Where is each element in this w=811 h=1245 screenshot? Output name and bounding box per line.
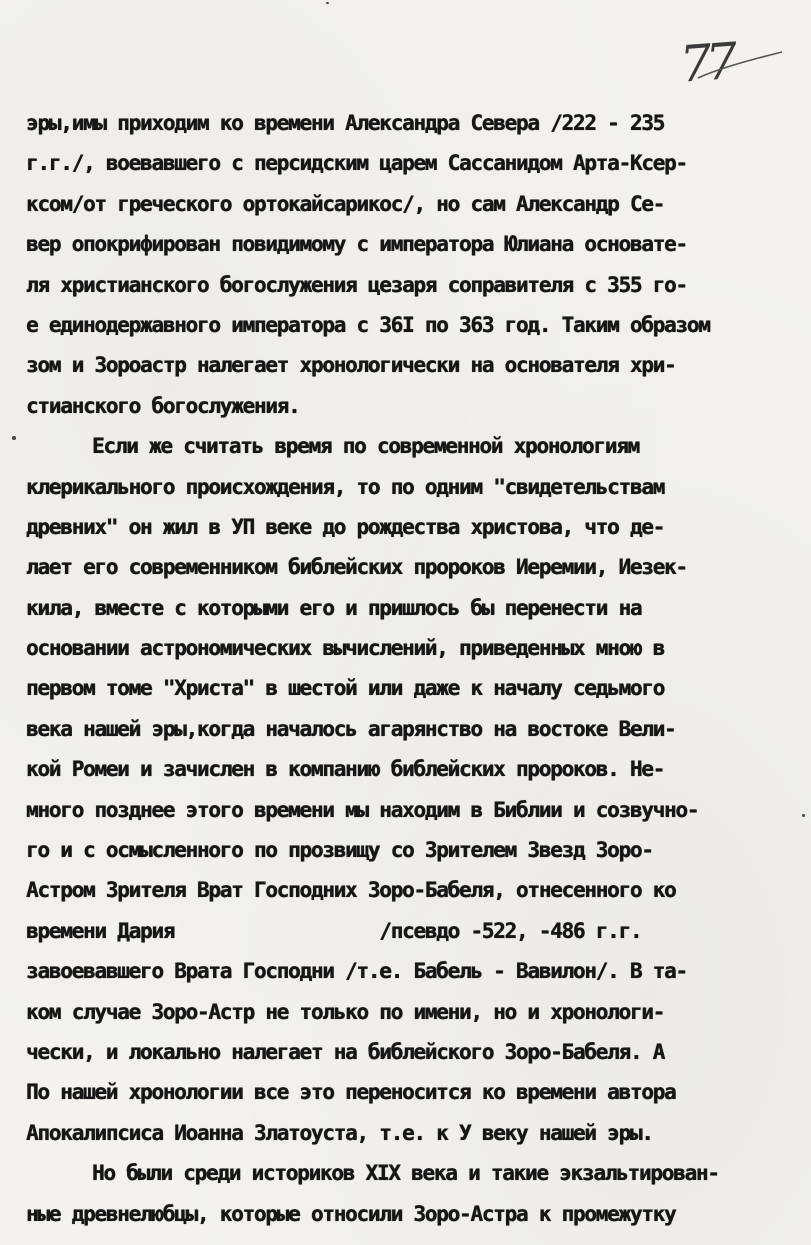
text-line: завоевавшего Врата Господни /т.е. Бабель - Вавилон/. В та-	[26, 959, 687, 984]
text-line: эры,имы приходим ко времени Александра Севера /222 - 235	[26, 111, 665, 135]
text-line: древних" он жил в УП веке до рождества христова, что де-	[26, 514, 665, 539]
text-line: г.г./, воевавшего с персидским царем Сассанидом Арта-Ксер-	[26, 151, 687, 176]
text-line: ные древнелюбцы, которые относили Зоро-Астра к промежутку	[26, 1201, 676, 1226]
ink-speck	[12, 436, 16, 440]
text-line: ля христианского богослужения цезаря соправителя с 355 го-	[26, 272, 687, 297]
text-line: е единодержавного императора с 36I по 363 год. Таким образом	[26, 312, 710, 337]
text-line: Астром Зрителя Врат Господних Зоро-Бабеля, отнесенного ко	[26, 878, 676, 903]
page-number: 77	[678, 32, 734, 94]
text-line: кила, вместе с которыми его и пришлось бы перенести на	[26, 595, 642, 620]
text-line: Но были среди историков XIX века и такие экзальтирован-	[92, 1161, 719, 1186]
text-line: Если же считать время по современной хронологиям	[92, 434, 639, 459]
ink-speck	[326, 2, 329, 4]
page-number-strikethrough	[690, 42, 790, 92]
text-line: стианского богослужения.	[26, 393, 300, 418]
text-line: лает его современником библейских пророков Иеремии, Иезек-	[26, 555, 687, 580]
text-line: первом томе "Христа" в шестой или даже к началу седьмого	[26, 676, 665, 701]
text-line: ксом/от греческого ортокайсарикос/, но сам Александр Се-	[26, 191, 665, 216]
text-line: зом и Зороастр налегает хронологически на основателя хри-	[26, 353, 676, 378]
text-line: основании астрономических вычислений, приведенных мною в	[26, 636, 665, 661]
text-line: много позднее этого времени мы находим в Библии и созвучно-	[26, 797, 699, 822]
text-line: века нашей эры,когда началось агарянство на востоке Вели-	[26, 716, 676, 741]
text-line: клерикального происхождения, то по одним "свидетельствам	[26, 474, 665, 499]
text-line: ком случае Зоро-Астр не только по имени, но и хронологи-	[26, 999, 665, 1024]
text-line: чески, и локально налегает на библейского Зоро-Бабеля. А	[26, 1039, 665, 1064]
ink-speck	[802, 814, 805, 817]
typewritten-text	[26, 103, 806, 1234]
text-line: кой Ромеи и зачислен в компанию библейских пророков. Не-	[26, 757, 665, 782]
text-line: вер опокрифирован повидимому с императора Юлиана основате-	[26, 232, 687, 257]
text-line: Апокалипсиса Иоанна Златоуста, т.е. к У веку нашей эры.	[26, 1120, 653, 1145]
text-line: времени Дария /псевдо -522, -486 г.г.	[26, 918, 642, 943]
text-line: По нашей хронологии все это переносится ко времени автора	[26, 1080, 676, 1105]
text-line: го и с осмысленного по прозвищу со Зрителем Звезд Зоро-	[26, 838, 653, 863]
